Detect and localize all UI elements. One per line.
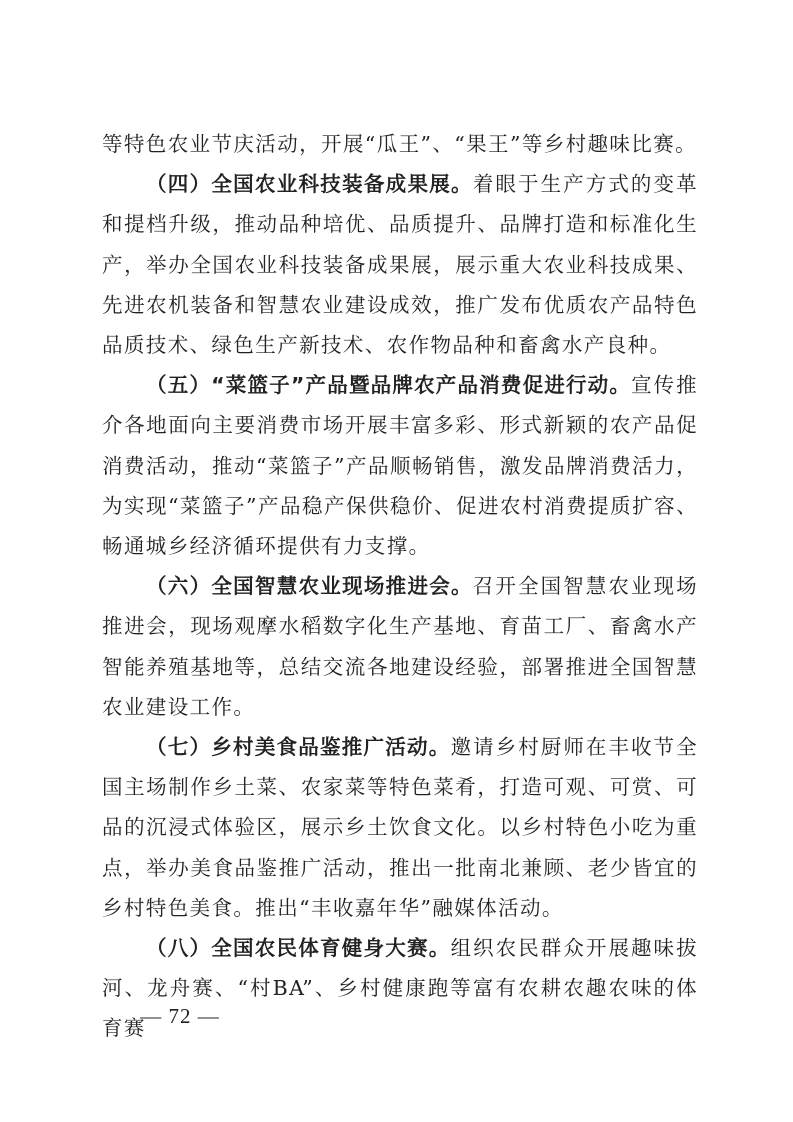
- section-heading-7: （七）乡村美食品鉴推广活动。: [146, 735, 451, 760]
- paragraph-text: 着眼于生产方式的变革和提档升级，推动品种培优、品质提升、品牌打造和标准化生产，举办全国农业科技装备成果展，展示重大农业科技成果、先进农机装备和智慧农业建设成效，推广发布优质农产品特色品质技术、绿色生产新技术、农作物品种和畜禽水产良种。: [102, 172, 698, 358]
- paragraph-section-5: [102, 365, 698, 566]
- body-text: [102, 124, 698, 1049]
- paragraph-text: 等特色农业节庆活动，开展“瓜王”、“果王”等乡村趣味比赛。: [102, 132, 698, 156]
- page-number: — 72 —: [140, 1004, 220, 1028]
- section-heading-6: （六）全国智慧农业现场推进会。: [146, 574, 473, 599]
- section-heading-8: （八）全国农民体育健身大赛。: [146, 936, 451, 961]
- paragraph-section-7: [102, 727, 698, 928]
- section-heading-5: （五）“菜篮子”产品暨品牌农产品消费促进行动。: [146, 373, 632, 398]
- paragraph-text: 召开全国智慧农业现场推进会，现场观摩水稻数字化生产基地、育苗工厂、畜禽水产智能养殖基地等，总结交流各地建设经验，部署推进全国智慧农业建设工作。: [102, 574, 698, 719]
- paragraph-text: 邀请乡村厨师在丰收节全国主场制作乡土菜、农家菜等特色菜肴，打造可观、可赏、可品的沉浸式体验区，展示乡土饮食文化。以乡村特色小吃为重点，举办美食品鉴推广活动，推出一批南北兼顾、老少皆宜的乡村特色美食。推出“丰收嘉年华”融媒体活动。: [102, 735, 698, 920]
- paragraph-continuation: [102, 124, 698, 164]
- paragraph-section-4: [102, 164, 698, 365]
- paragraph-section-6: [102, 566, 698, 727]
- paragraph-section-8: [102, 928, 698, 1049]
- paragraph-text: 组织农民群众开展趣味拔河、龙舟赛、“村BA”、乡村健康跑等富有农耕农趣农味的体育赛: [102, 936, 698, 1041]
- paragraph-text: 宣传推介各地面向主要消费市场开展丰富多彩、形式新颖的农产品促消费活动，推动“菜篮子”产品顺畅销售，激发品牌消费活力，为实现“菜篮子”产品稳产保供稳价、促进农村消费提质扩容、畅通城乡经济循环提供有力支撑。: [102, 373, 698, 559]
- section-heading-4: （四）全国农业科技装备成果展。: [146, 172, 473, 197]
